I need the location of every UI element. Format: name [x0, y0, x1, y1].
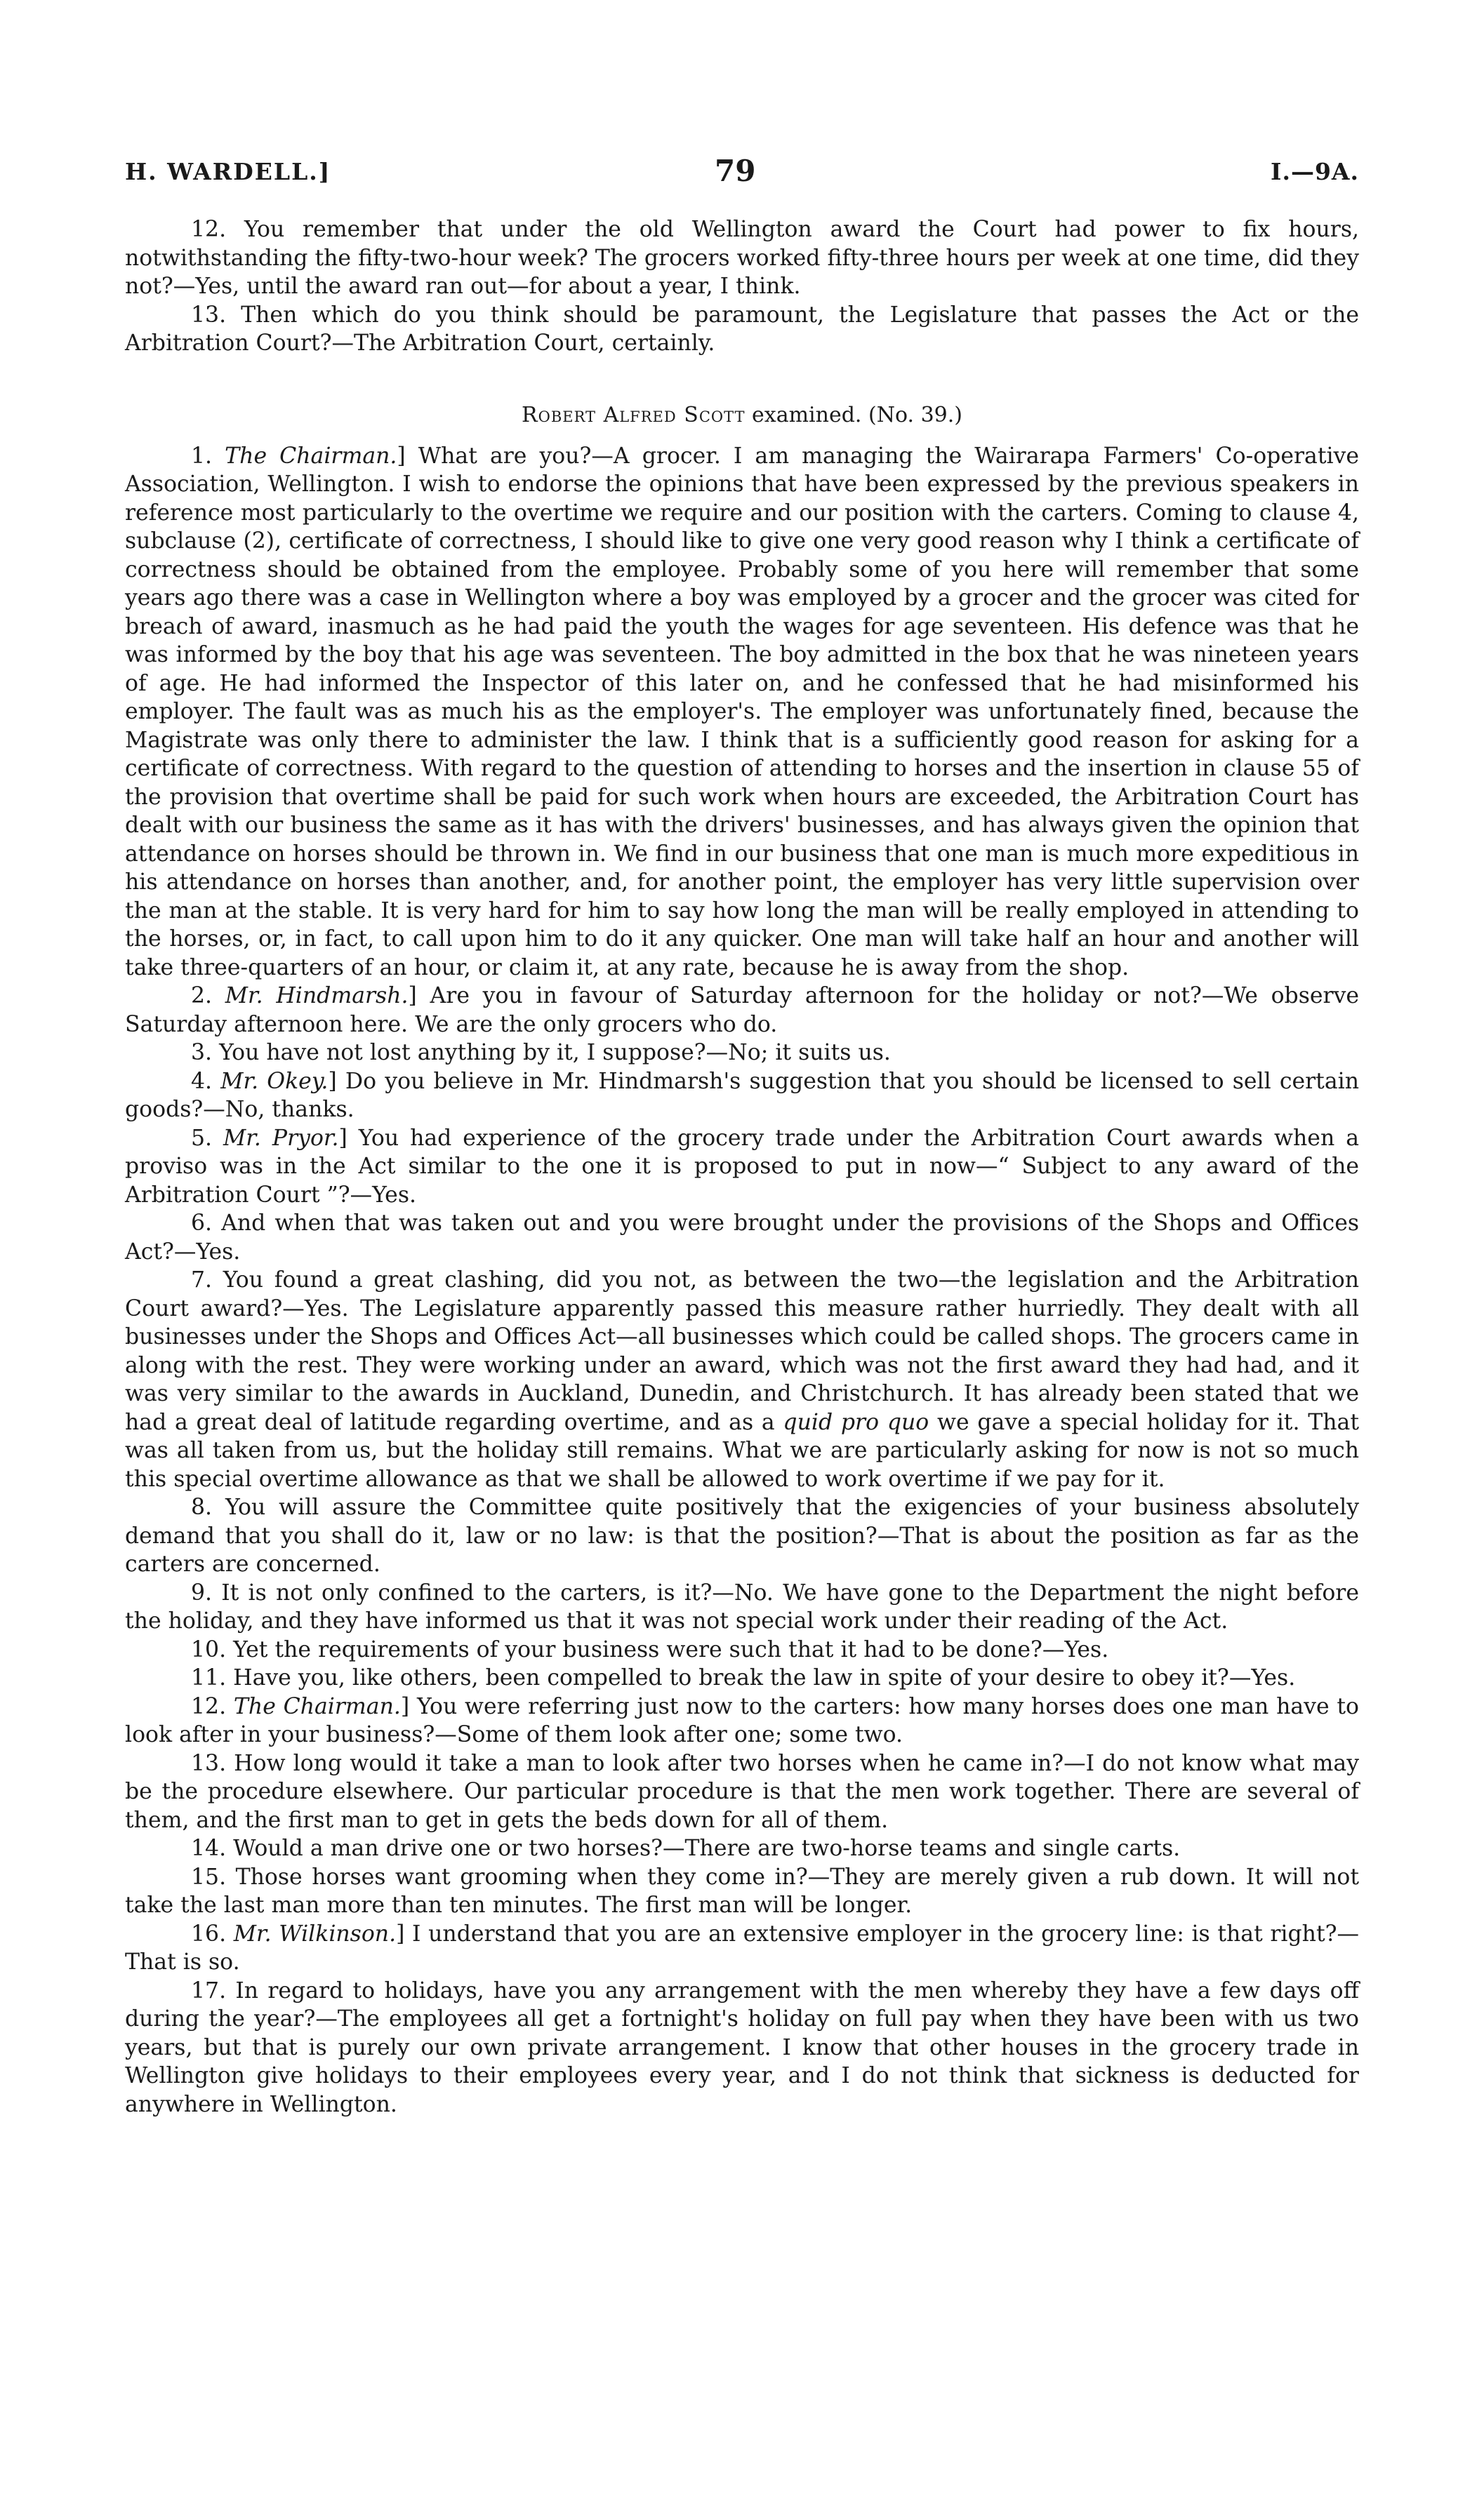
- question-14: 14. Would a man drive one or two horses?—There are two-horse teams and single carts.: [191, 1836, 1181, 1861]
- witness-heading: [125, 401, 1359, 429]
- question-1: 1. The Chairman.] What are you?—A grocer. I am managing the Wairarapa Farmers' Co-operative Association, Wellington. I wish to endorse the opinions that have been expressed by the previous speakers in reference most particularly to the overtime we require and our position with the carters. Coming to clause 4, subclause (2), certificate of correctness, I should like to give one very good reason why I think a certificate of correctness should be obtained from the employee. Probably some of you here will remember that some years ago there was a case in Wellington where a boy was employed by a grocer and the grocer was cited for breach of award, inasmuch as he had paid the youth the wages for age seventeen. His defence was that he was informed by the boy that his age was seventeen. The boy admitted in the box that he was nineteen years of age. He had informed the Inspector of this later on, and he confessed that he had misinformed his employer. The fault was as much his as the employer's. The employer was unfortunately fined, because the Magistrate was only there to administer the law. I think that is a sufficiently good reason for asking for a certificate of correctness. With regard to the question of attending to horses and the insertion in clause 55 of the provision that overtime shall be paid for such work when hours are exceeded, the Arbitration Court has dealt with our business the same as it has with the drivers' businesses, and has always given the opinion that attendance on horses should be thrown in. We find in our business that one man is much more expeditious in his attendance on horses than another, and, for another point, the employer has very little supervision over the man at the stable. It is very hard for him to say how long the man will be really employed in attending to the horses, or, in fact, to call upon him to do it any quicker. One man will take half an hour and another will take three-quarters of an hour, or claim it, at any rate, because he is away from the shop.: [125, 443, 1359, 980]
- question-5: 5. Mr. Pryor.] You had experience of the grocery trade under the Arbitration Court awards when a proviso was in the Act similar to the one it is proposed to put in now—“ Subject to any award of the Arbitration Court ”?—Yes.: [125, 1125, 1360, 1208]
- document-page: [125, 154, 1360, 2119]
- question-15: 15. Those horses want grooming when they come in?—They are merely given a rub down. It will not take the last man more than ten minutes. The first man will be longer.: [125, 1864, 1359, 1918]
- page-header: [125, 154, 1359, 200]
- header-reference: I.—9A.: [1271, 158, 1359, 185]
- speaker: Mr. Pryor.: [223, 1125, 339, 1151]
- witness-heading-rest: examined. (No. 39.): [745, 402, 962, 427]
- question-6: 6. And when that was taken out and you were brought under the provisions of the Shops and Offices Act?—Yes.: [125, 1211, 1359, 1265]
- speaker: Mr. Okey.: [220, 1068, 329, 1094]
- speaker: Mr. Wilkinson.: [233, 1921, 397, 1947]
- question-13: 13. How long would it take a man to look after two horses when he came in?—I do not know what may be the procedure elsewhere. Our particular procedure is that the men work together. There are several of them, and the first man to get in gets the beds down for all of them.: [125, 1750, 1359, 1833]
- speaker: The Chairman.: [225, 443, 397, 469]
- question-10: 10. Yet the requirements of your business were such that it had to be done?—Yes.: [191, 1636, 1109, 1662]
- witness-name: Robert Alfred Scott: [522, 402, 746, 427]
- page-number: 79: [715, 154, 756, 188]
- question-9: 9. It is not only confined to the carters, is it?—No. We have gone to the Department the night before the holiday, and they have informed us that it was not special work under their reading of the Act.: [125, 1580, 1359, 1634]
- question-7: 7. You found a great clashing, did you not, as between the two—the legislation and the Arbitration Court award?—Yes. The Legislature apparently passed this measure rather hurriedly. They dealt with all businesses under the Shops and Offices Act—all businesses which could be called shops. The grocers came in along with the rest. They were working under an award, which was not the first award they had had, and it was very similar to the awards in Auckland, Dunedin, and Christchurch. It has already been stated that we had a great deal of latitude regarding overtime, and as a quid pro quo we gave a special holiday for it. That was all taken from us, but the holiday still remains. What we are particularly asking for now is not so much this special overtime allowance as that we shall be allowed to work overtime if we pay for it.: [125, 1267, 1359, 1492]
- question-2: 2. Mr. Hindmarsh.] Are you in favour of Saturday afternoon for the holiday or not?—We observe Saturday afternoon here. We are the only grocers who do.: [125, 983, 1360, 1037]
- question-16: 16. Mr. Wilkinson.] I understand that you are an extensive employer in the grocery line: is that right?—That is so.: [125, 1921, 1360, 1975]
- question-12: 12. The Chairman.] You were referring just now to the carters: how many horses does one man have to look after in your business?—Some of them look after one; some two.: [125, 1693, 1360, 1747]
- latin-phrase: quid pro quo: [783, 1409, 929, 1435]
- header-witness: H. WARDELL.]: [125, 158, 331, 185]
- question-4: 4. Mr. Okey.] Do you believe in Mr. Hindmarsh's suggestion that you should be licensed to sell certain goods?—No, thanks.: [125, 1068, 1359, 1122]
- paragraph-q13: 13. Then which do you think should be paramount, the Legislature that passes the Act or the Arbitration Court?—The Arbitration Court, certainly.: [125, 302, 1359, 356]
- question-17: 17. In regard to holidays, have you any arrangement with the men whereby they have a few days off during the year?—The employees all get a fortnight's holiday on full pay when they have been with us two years, but that is purely our own private arrangement. I know that other houses in the grocery trade in Wellington give holidays to their employees every year, and I do not think that sickness is deducted for anywhere in Wellington.: [125, 1978, 1359, 2117]
- paragraph-q12: 12. You remember that under the old Wellington award the Court had power to fix hours, notwithstanding the fifty-two-hour week? The grocers worked fifty-three hours per week at one time, did they not?—Yes, until the award ran out—for about a year, I think.: [125, 217, 1359, 299]
- question-11: 11. Have you, like others, been compelled to break the law in spite of your desire to obey it?—Yes.: [191, 1665, 1296, 1691]
- speaker: Mr. Hindmarsh.: [225, 983, 409, 1008]
- question-3: 3. You have not lost anything by it, I suppose?—No; it suits us.: [191, 1040, 891, 1065]
- speaker: The Chairman.: [233, 1693, 401, 1719]
- question-8: 8. You will assure the Committee quite positively that the exigencies of your business absolutely demand that you shall do it, law or no law: is that the position?—That is about the position as far as the carters are concerned.: [125, 1495, 1359, 1577]
